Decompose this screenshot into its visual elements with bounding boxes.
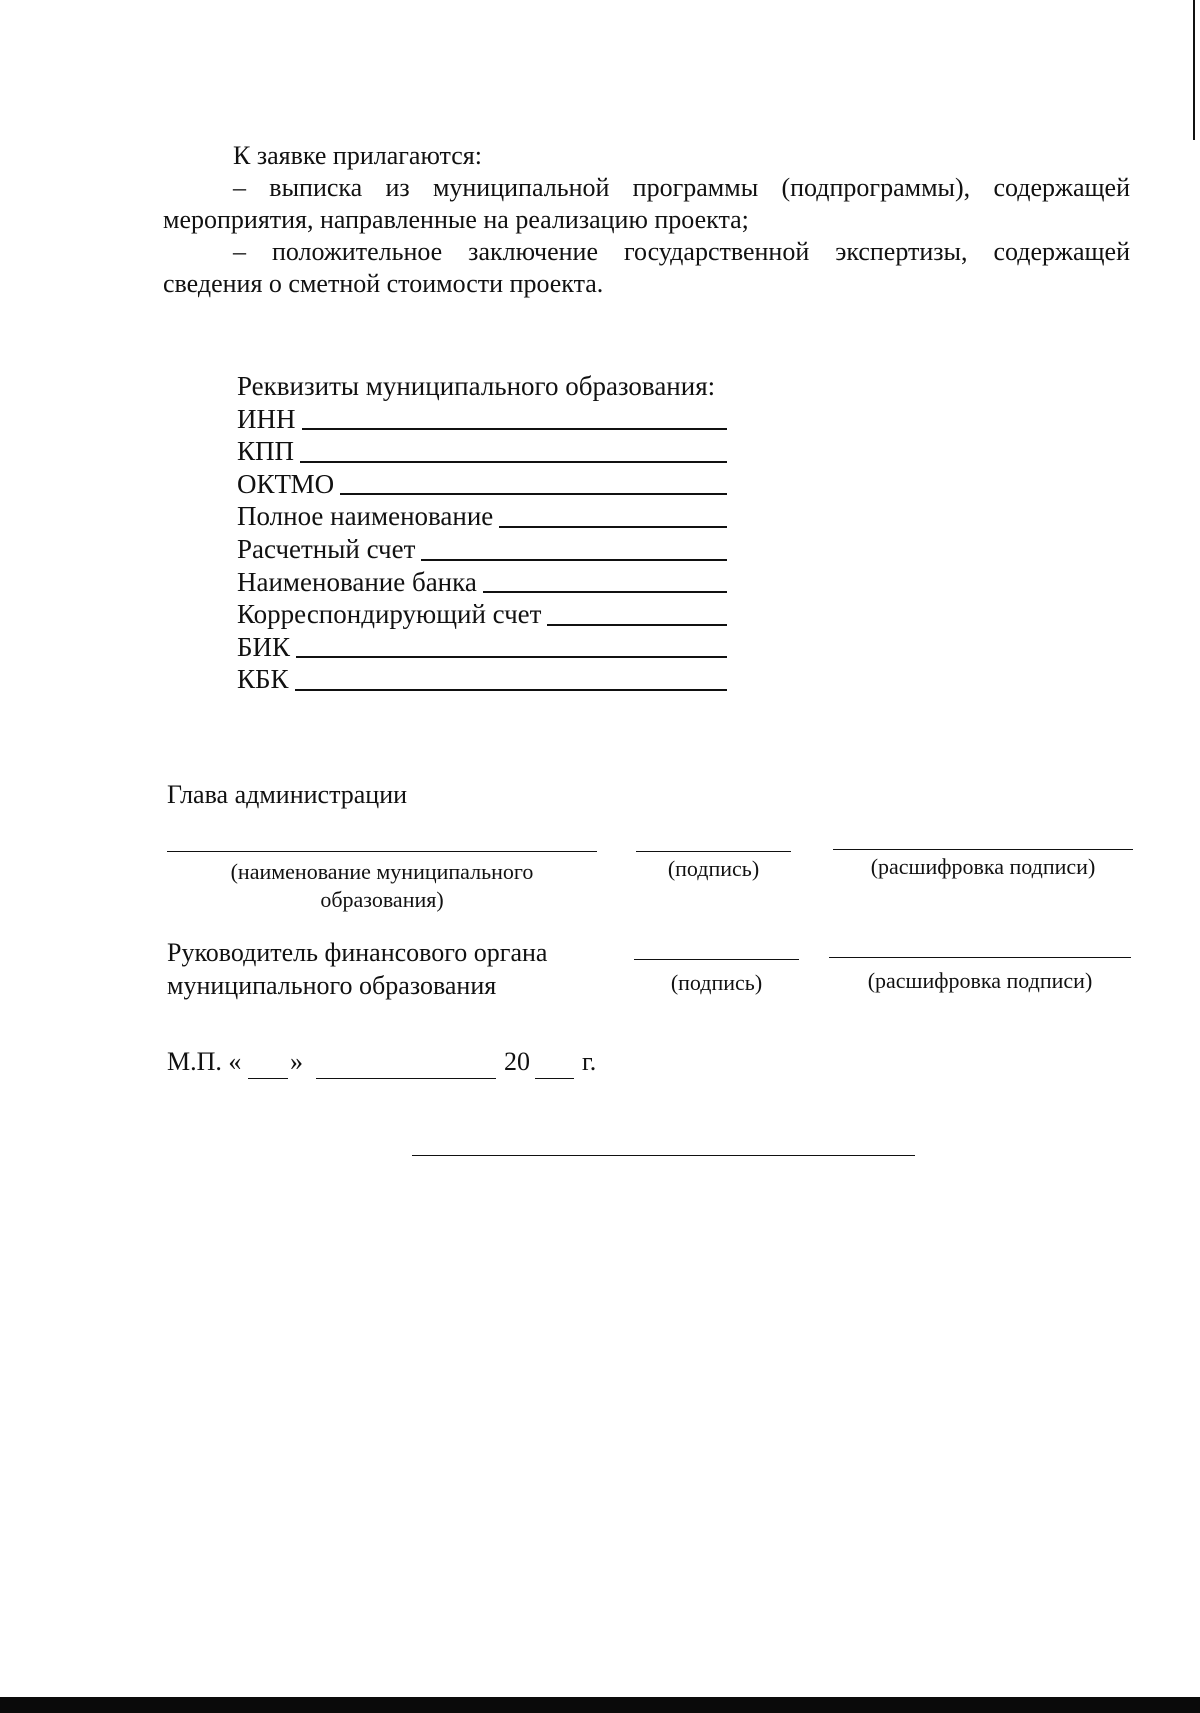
requisite-label: КПП <box>237 436 295 467</box>
finance-head-title <box>167 936 547 1002</box>
requisites-section <box>237 370 727 696</box>
requisite-field-oktmo[interactable] <box>237 468 727 501</box>
fill-in-line[interactable] <box>300 461 727 463</box>
requisite-field-kbk[interactable] <box>237 663 727 696</box>
requisite-label: БИК <box>237 631 291 662</box>
stamp-quote-close: » <box>290 1047 303 1076</box>
date-day-line[interactable] <box>248 1078 288 1079</box>
caption-line: образования) <box>320 887 444 912</box>
stamp-year-prefix: 20 <box>504 1047 530 1076</box>
municipality-name-caption <box>167 858 597 914</box>
requisite-field-bank-name[interactable] <box>237 566 727 599</box>
fill-in-line[interactable] <box>295 689 727 691</box>
requisite-label: Полное наименование <box>237 501 494 532</box>
requisite-label: Корреспондирующий счет <box>237 599 542 630</box>
finance-decoding-caption: (расшифровка подписи) <box>867 968 1093 993</box>
attachment-item: – выписка из муниципальной программы (подпрограммы), содержащей мероприятия, направленные на реализацию проекта; <box>163 173 1130 234</box>
finance-signature-line[interactable] <box>634 959 799 960</box>
requisite-field-corr-account[interactable] <box>237 598 727 631</box>
requisite-field-full-name[interactable] <box>237 500 727 533</box>
fill-in-line[interactable] <box>547 624 727 626</box>
finance-decoding-line[interactable] <box>829 957 1131 958</box>
date-year-line[interactable] <box>535 1078 574 1079</box>
date-month-line[interactable] <box>316 1078 496 1079</box>
closing-separator-line <box>412 1155 915 1156</box>
head-signature-line[interactable] <box>636 851 791 852</box>
scan-bottom-band <box>0 1697 1200 1713</box>
scan-edge-mark <box>1193 0 1195 140</box>
requisites-heading: Реквизиты муниципального образования: <box>237 371 716 401</box>
stamp-year-suffix: г. <box>582 1047 597 1076</box>
title-line: Руководитель финансового органа <box>167 938 548 967</box>
fill-in-line[interactable] <box>499 526 727 528</box>
fill-in-line[interactable] <box>340 493 727 495</box>
head-decoding-line[interactable] <box>833 849 1133 850</box>
attachments-section <box>163 140 1130 300</box>
fill-in-line[interactable] <box>296 656 727 658</box>
requisite-label: ОКТМО <box>237 468 335 499</box>
requisite-field-bik[interactable] <box>237 631 727 664</box>
finance-signature-caption: (подпись) <box>670 970 763 995</box>
stamp-mp-label: М.П. « <box>167 1047 242 1076</box>
requisite-field-inn[interactable] <box>237 403 727 436</box>
requisite-field-kpp[interactable] <box>237 435 727 468</box>
requisite-label: Наименование банка <box>237 566 477 597</box>
head-admin-title: Глава администрации <box>167 780 408 809</box>
head-decoding-caption: (расшифровка подписи) <box>870 854 1096 879</box>
attachment-item: – положительное заключение государственной экспертизы, содержащей сведения о сметной стоимости проекта. <box>163 237 1130 298</box>
title-line: муниципального образования <box>167 971 497 1000</box>
requisite-field-account[interactable] <box>237 533 727 566</box>
fill-in-line[interactable] <box>421 559 727 561</box>
caption-line: (наименование муниципального <box>230 859 534 884</box>
requisite-label: КБК <box>237 664 289 695</box>
head-signature-caption: (подпись) <box>667 856 760 881</box>
requisite-label: Расчетный счет <box>237 533 416 564</box>
fill-in-line[interactable] <box>302 428 728 430</box>
fill-in-line[interactable] <box>483 591 727 593</box>
attachments-intro: К заявке прилагаются: <box>233 141 482 170</box>
municipality-name-line[interactable] <box>167 851 597 852</box>
requisite-label: ИНН <box>237 403 296 434</box>
